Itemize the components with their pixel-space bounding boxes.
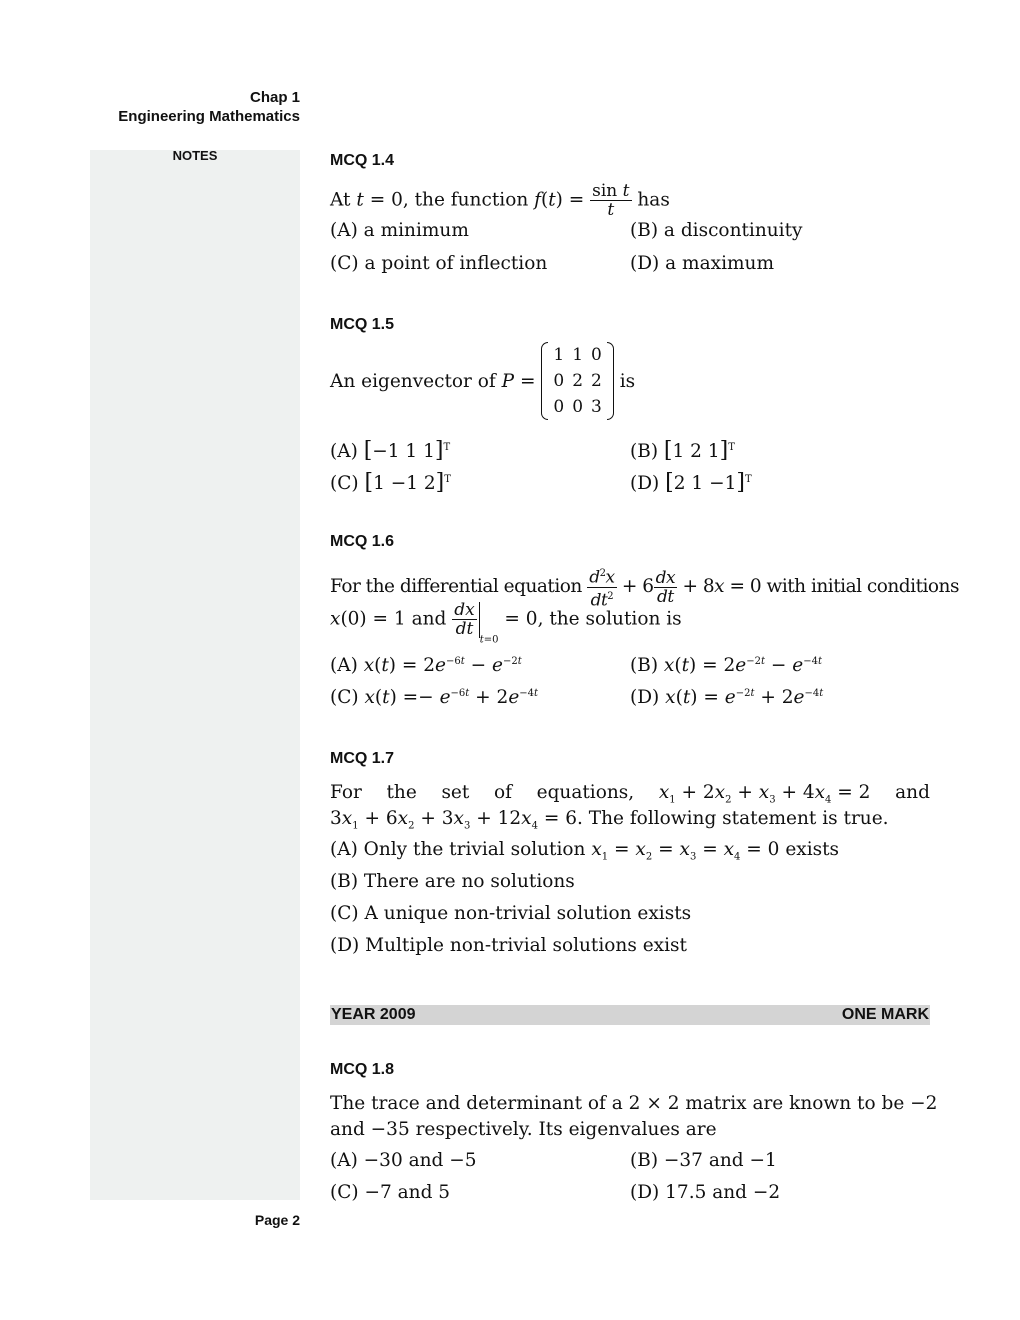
option-a[interactable]: (A) −30 and −5 <box>330 1150 477 1171</box>
question-stem-line2: x(0) = 1 and $\frac{dx}{dt}$ $_{t=0}$ = 0, the solution is <box>330 600 682 646</box>
option-c[interactable]: (C) $x(t) =- e^{-6t} + 2e^{-4t}$ <box>330 687 539 708</box>
notes-label: NOTES <box>172 148 218 163</box>
option-d[interactable]: (D) [2 1 −1]$^T$ <box>630 470 752 495</box>
chapter-label: Chap 1 <box>249 89 300 106</box>
question-stem-line1: For the differential equation $\frac{d^2x}{dt^2}$ + 6 $\frac{dx}{dt}$ + 8x = 0 with initial conditions <box>330 565 959 609</box>
option-d[interactable]: (D) Multiple non-trivial solutions exist <box>330 935 687 956</box>
option-b[interactable]: (B) $x(t) = 2e^{-2t} - e^{-4t}$ <box>630 655 822 676</box>
question-label: MCQ 1.7 <box>330 750 395 767</box>
question-label: MCQ 1.6 <box>330 533 395 550</box>
marks-label: ONE MARK <box>841 1006 929 1023</box>
question-stem: At t = 0, the function f(t) = $\frac{\text{sin t}}{t}$ has <box>330 181 670 220</box>
question-label: MCQ 1.5 <box>330 316 395 333</box>
notes-column <box>90 150 300 1200</box>
option-c[interactable]: (C) [1 −1 2]$^T$ <box>330 470 451 495</box>
question-stem-line1: For the set of equations, $x_1 + 2x_2 + x_3 + 4x_4 = 2$ and <box>330 782 930 806</box>
fraction: $\frac{\text{sin t}}{t}$ <box>592 181 630 220</box>
question-stem-line1: The trace and determinant of a 2 × 2 matrix are known to be −2 <box>330 1093 938 1114</box>
question-1-6 <box>330 533 959 708</box>
option-d[interactable]: (D) 17.5 and −2 <box>630 1182 781 1203</box>
option-d[interactable]: (D) a maximum <box>630 253 774 274</box>
option-c[interactable]: (C) −7 and 5 <box>330 1182 451 1203</box>
option-d[interactable]: (D) $x(t) = e^{-2t} + 2e^{-4t}$ <box>630 687 824 708</box>
option-a[interactable]: (A) [−1 1 1]$^T$ <box>330 438 451 463</box>
option-a[interactable]: (A) a minimum <box>330 220 469 241</box>
question-label: MCQ 1.8 <box>330 1061 395 1078</box>
question-stem-line2: $3x_1 + 6x_2 + 3x_3 + 12x_4 = 6$. The following statement is true. <box>330 808 889 832</box>
option-b[interactable]: (B) a discontinuity <box>630 220 803 241</box>
question-1-5 <box>330 316 930 495</box>
year-label: YEAR 2009 <box>331 1006 416 1023</box>
option-c[interactable]: (C) a point of inflection <box>330 253 548 274</box>
year-bar <box>330 1005 930 1025</box>
option-a[interactable]: (A) $x(t) = 2e^{-6t} - e^{-2t}$ <box>330 655 522 676</box>
question-stem-line2: and −35 respectively. Its eigenvalues are <box>330 1119 717 1140</box>
question-1-7 <box>330 750 930 956</box>
question-label: MCQ 1.4 <box>330 152 395 169</box>
question-stem: An eigenvector of P = 1 1 0 0 2 2 0 0 3 is <box>330 342 635 420</box>
option-b[interactable]: (B) There are no solutions <box>330 871 575 892</box>
page-number: Page 2 <box>254 1212 300 1228</box>
option-b[interactable]: (B) −37 and −1 <box>630 1150 777 1171</box>
subject-label: Engineering Mathematics <box>118 108 300 125</box>
option-c[interactable]: (C) A unique non-trivial solution exists <box>330 903 692 924</box>
question-1-4 <box>330 152 930 274</box>
option-b[interactable]: (B) [1 2 1]$^T$ <box>630 438 735 463</box>
option-a[interactable]: (A) Only the trivial solution $x_1 = x_2 = x_3 = x_4 = 0$ exists <box>330 839 840 863</box>
matrix-p: 1 1 0 0 2 2 0 0 3 <box>541 342 613 420</box>
page-header <box>118 88 300 126</box>
question-1-8 <box>330 1061 938 1203</box>
